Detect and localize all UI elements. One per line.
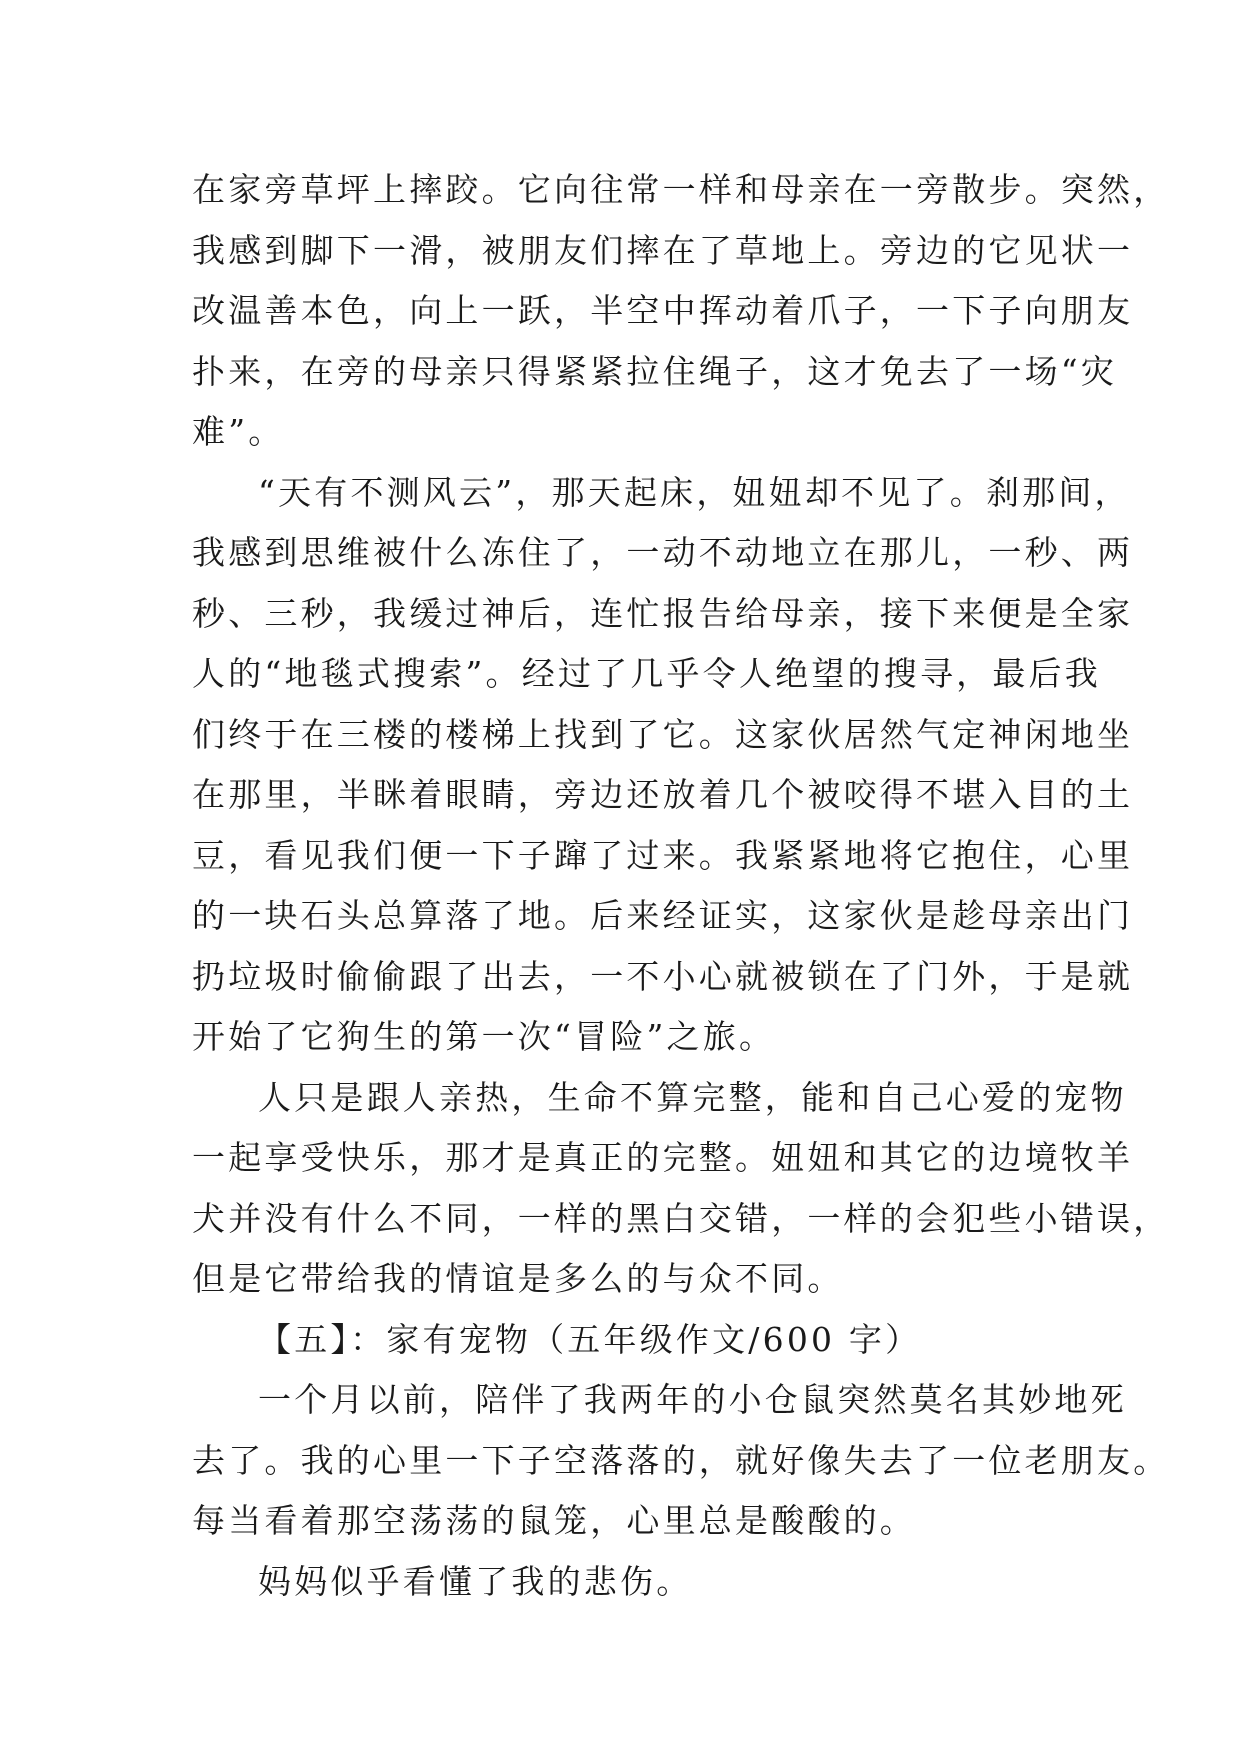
text-line: 在那里，半眯着眼睛，旁边还放着几个被咬得不堪入目的土 bbox=[192, 775, 1134, 814]
paragraph-start-line: 一个月以前，陪伴了我两年的小仓鼠突然莫名其妙地死 bbox=[258, 1380, 1127, 1419]
paragraph-start-line: “天有不测风云”，那天起床，妞妞却不见了。刹那间， bbox=[258, 472, 1131, 512]
text-line: 们终于在三楼的楼梯上找到了它。这家伙居然气定神闲地坐 bbox=[192, 714, 1134, 754]
text-line: 改温善本色，向上一跃，半空中挥动着爪子，一下子向朋友 bbox=[192, 291, 1134, 330]
text-line: 但是它带给我的情谊是多么的与众不同。 bbox=[192, 1259, 844, 1298]
text-line: 一起享受快乐，那才是真正的完整。妞妞和其它的边境牧羊 bbox=[192, 1138, 1134, 1177]
text-line: 每当看着那空荡荡的鼠笼，心里总是酸酸的。 bbox=[192, 1501, 916, 1540]
text-line: 我感到思维被什么冻住了，一动不动地立在那儿，一秒、两 bbox=[192, 533, 1134, 572]
text-line: 我感到脚下一滑，被朋友们摔在了草地上。旁边的它见状一 bbox=[192, 230, 1134, 270]
text-line: 的一块石头总算落了地。后来经证实，这家伙是趁母亲出门 bbox=[192, 896, 1134, 935]
section-heading: 【五】：家有宠物（五年级作文/600 字） bbox=[258, 1319, 922, 1359]
text-line: 去了。我的心里一下子空落落的，就好像失去了一位老朋友。 bbox=[192, 1440, 1170, 1480]
text-line: 秒、三秒，我缓过神后，连忙报告给母亲，接下来便是全家 bbox=[192, 593, 1134, 633]
text-line: 在家旁草坪上摔跤。它向往常一样和母亲在一旁散步。突然， bbox=[192, 170, 1170, 209]
text-line: 扑来，在旁的母亲只得紧紧拉住绳子，这才免去了一场“灾 bbox=[192, 351, 1118, 391]
text-line: 难”。 bbox=[192, 412, 285, 451]
text-line: 扔垃圾时偷偷跟了出去，一不小心就被锁在了门外，于是就 bbox=[192, 956, 1134, 996]
paragraph-start-line: 人只是跟人亲热，生命不算完整，能和自己心爱的宠物 bbox=[258, 1077, 1127, 1117]
text-line: 开始了它狗生的第一次“冒险”之旅。 bbox=[192, 1017, 776, 1056]
text-line: 豆，看见我们便一下子蹿了过来。我紧紧地将它抱住，心里 bbox=[192, 835, 1134, 875]
text-line: 犬并没有什么不同，一样的黑白交错，一样的会犯些小错误， bbox=[192, 1198, 1170, 1238]
document-page bbox=[192, 160, 1170, 1612]
text-line: 人的“地毯式搜索”。经过了几乎令人绝望的搜寻，最后我 bbox=[192, 654, 1101, 693]
paragraph-start-line: 妈妈似乎看懂了我的悲伤。 bbox=[258, 1561, 693, 1601]
